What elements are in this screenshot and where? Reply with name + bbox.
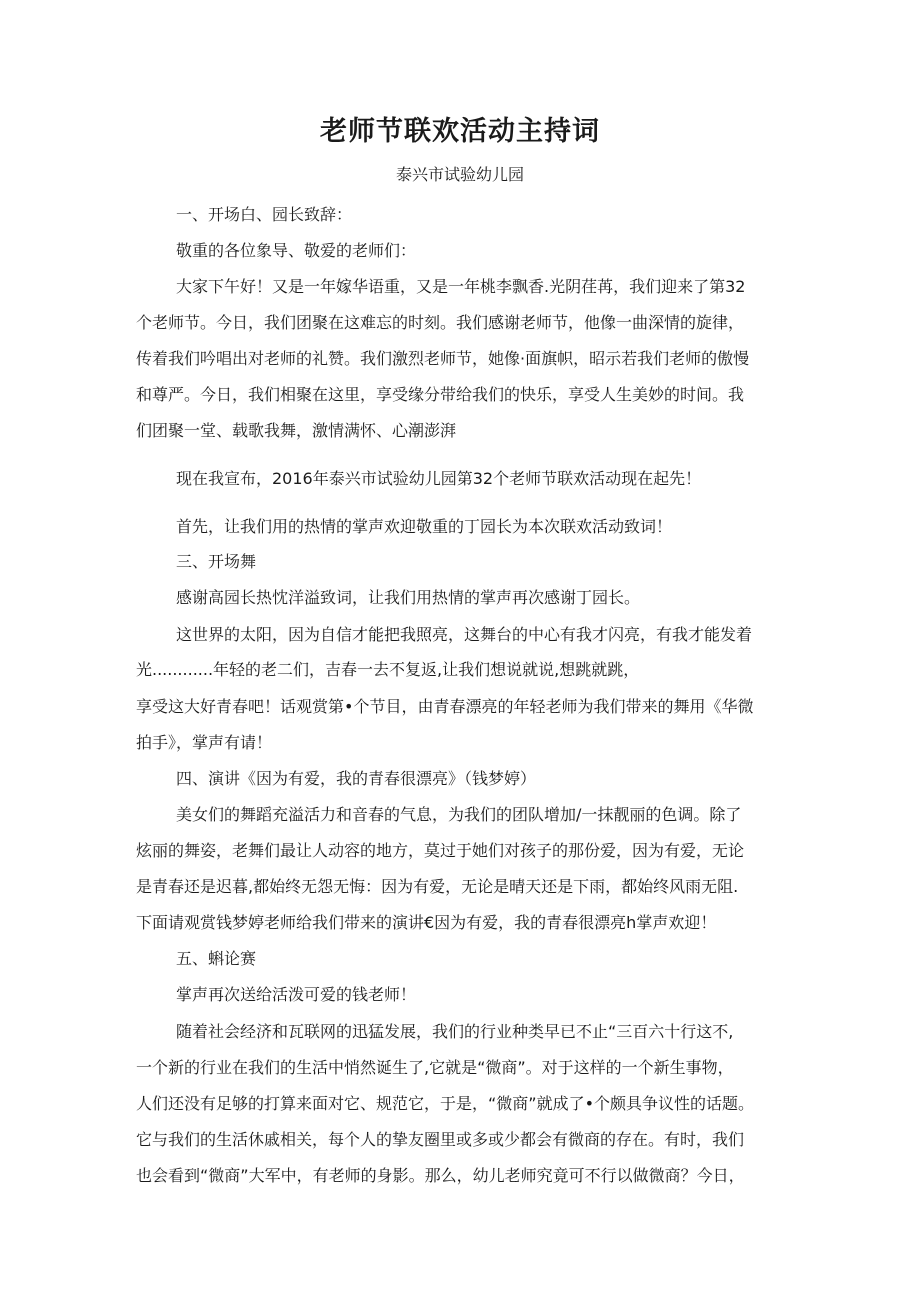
paragraph-line: 光............年轻的老二们，吉春一去不复返,让我们想说就说,想跳就跳， <box>136 660 640 679</box>
paragraph-line: 感谢高园长热忱洋溢致词，让我们用热情的掌声再次感谢丁园长。 <box>176 588 641 607</box>
paragraph-line: 拍手》，掌声有请！ <box>136 733 273 752</box>
paragraph-line: 一个新的行业在我们的生活中悄然诞生了,它就是“微商”。对于这样的一个新生事物， <box>136 1058 734 1077</box>
document-subtitle: 泰兴市试验幼儿园 <box>395 165 524 184</box>
paragraph-line: 是青春还是迟暮,都始终无怨无悔：因为有爱，无论是晴天还是下雨，都始终风雨无阻. <box>136 877 739 896</box>
paragraph-line: 随着社会经济和瓦联网的迅猛发展，我们的行业种类早已不止“三百六十行这不, <box>176 1022 734 1041</box>
section-heading-dance: 三、开场舞 <box>176 552 257 571</box>
paragraph-line: 享受这大好青春吧！话观赏第•个节目，由青春漂亮的年轻老师为我们带来的舞用《华微 <box>136 697 754 716</box>
paragraph-line: 美女们的舞蹈充溢活力和音春的气息，为我们的团队增加/一抹靓丽的色调。除了 <box>176 805 742 824</box>
paragraph-line: 们团聚一堂、载歌我舞，激情满怀、心潮澎湃 <box>136 421 457 440</box>
section-heading-debate: 五、蝌论赛 <box>176 949 257 968</box>
paragraph-line: 现在我宣布，2016年泰兴市试验幼儿园第32个老师节联欢活动现在起先！ <box>176 469 702 488</box>
paragraph-line: 传着我们吟唱出对老师的礼赞。我们激烈老师节，她像·面旗帜，昭示若我们老师的傲慢 <box>136 349 750 368</box>
salutation: 敬重的各位象导、敬爱的老师们： <box>176 241 417 260</box>
paragraph-line: 首先，让我们用的热情的掌声欢迎敬重的丁园长为本次联欢活动致词！ <box>176 517 673 536</box>
paragraph-line: 下面请观赏钱梦婷老师给我们带来的演讲€因为有爱，我的青春很漂亮h掌声欢迎！ <box>136 913 717 932</box>
document-title: 老师节联欢活动主持词 <box>320 116 600 147</box>
paragraph-line: 掌声再次送给活泼可爱的钱老师！ <box>176 985 417 1004</box>
section-heading-opening: 一、开场白、园长致辞： <box>176 205 353 224</box>
paragraph-line: 个老师节。今日，我们团聚在这难忘的时刻。我们感谢老师节，他像一曲深情的旋律， <box>136 313 745 332</box>
paragraph-line: 和尊严。今日，我们相聚在这里，享受缘分带给我们的快乐，享受人生美妙的时间。我 <box>136 385 745 404</box>
paragraph-line: 也会看到“微商”大军中，有老师的身影。那么，幼儿老师究竟可不行以做微商？今日， <box>136 1166 745 1185</box>
paragraph-line: 炫丽的舞姿，老舞们最让人动容的地方，莫过于她们对孩子的那份爱，因为有爱，无论 <box>136 841 745 860</box>
paragraph-line: 大家下午好！又是一年嫁华语重，又是一年桃李飘香.光阴荏苒，我们迎来了第32 <box>176 277 746 296</box>
section-heading-speech: 四、演讲《因为有爱，我的青春很漂亮》（钱梦婷） <box>176 769 537 788</box>
paragraph-line: 它与我们的生活休戚相关，每个人的挚友圈里或多或少都会有微商的存在。有时，我们 <box>136 1130 745 1149</box>
paragraph-line: 这世界的太阳，因为自信才能把我照亮，这舞台的中心有我才闪亮，有我才能发着 <box>176 625 753 644</box>
paragraph-line: 人们还没有足够的打算来面对它、规范它，于是，“微商”就成了•个颇具争议性的话题。 <box>136 1094 755 1113</box>
